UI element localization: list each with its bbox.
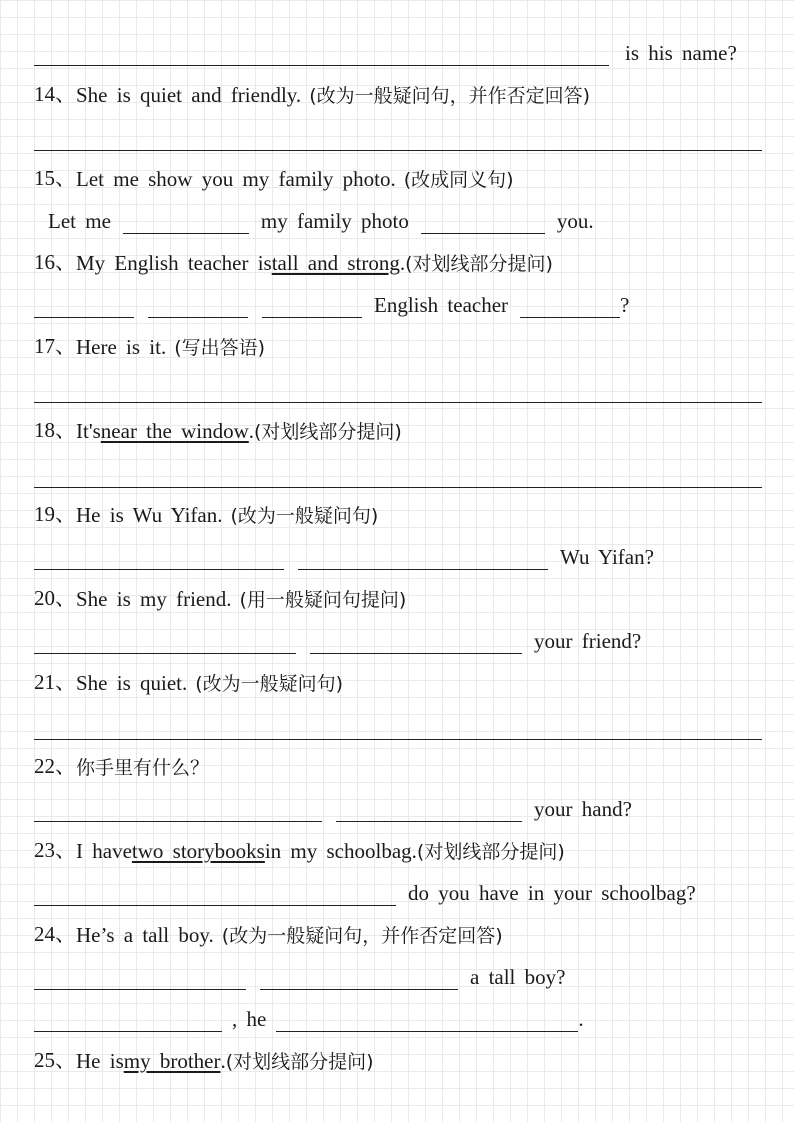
q17-answer-line[interactable] [34, 402, 762, 403]
q22-tail: your hand? [534, 797, 632, 821]
q15-part2: my family photo [260, 209, 409, 233]
q18-text-pre: It's [76, 419, 101, 443]
q21-number: 21、 [34, 670, 76, 694]
answer-blank[interactable] [34, 293, 134, 318]
question-24 [34, 914, 762, 948]
q23-underlined: two storybooks [131, 839, 265, 863]
answer-blank[interactable] [34, 1007, 222, 1032]
answer-blank[interactable] [34, 797, 322, 822]
q15-answer-row [34, 200, 762, 234]
question-22 [34, 746, 762, 780]
q18-underlined: near the window [100, 419, 249, 443]
q16-mid: English teacher [374, 293, 509, 317]
q20-answer-row [34, 620, 762, 654]
answer-blank[interactable] [421, 209, 545, 234]
q17-text: Here is it. [76, 335, 167, 359]
answer-blank[interactable] [34, 965, 246, 990]
q21-answer-line[interactable] [34, 739, 762, 740]
answer-blank[interactable] [148, 293, 248, 318]
q22-number: 22、 [34, 754, 76, 778]
q14-number: 14、 [34, 82, 76, 106]
q21-text: She is quiet. [76, 671, 188, 695]
q20-tail: your friend? [534, 629, 642, 653]
answer-blank[interactable] [260, 965, 458, 990]
q22-answer-row [34, 788, 762, 822]
q15-part3: you. [556, 209, 594, 233]
question-16 [34, 242, 762, 276]
q18-instruction: (对划线部分提问) [254, 421, 402, 443]
q21-instruction: (改为一般疑问句) [195, 673, 344, 695]
question-15 [34, 158, 762, 192]
q24-tail: a tall boy? [470, 965, 566, 989]
q24-end: . [578, 1007, 584, 1031]
q23-tail: do you have in your schoolbag? [408, 881, 696, 905]
question-14 [34, 74, 762, 108]
question-21 [34, 662, 762, 696]
q16-instruction: (对划线部分提问) [405, 253, 553, 275]
q24-instruction: (改为一般疑问句，并作否定回答) [221, 925, 503, 947]
q16-text-post: . [399, 251, 406, 275]
answer-blank[interactable] [34, 545, 284, 570]
q24-number: 24、 [34, 922, 76, 946]
answer-blank[interactable] [520, 293, 620, 318]
answer-blank[interactable] [298, 545, 548, 570]
q19-text: He is Wu Yifan. [76, 503, 223, 527]
q15-number: 15、 [34, 166, 76, 190]
question-18 [34, 410, 762, 444]
q15-part1: Let me [48, 209, 111, 233]
q25-text-pre: He is [76, 1049, 124, 1073]
q22-text: 你手里有什么？ [76, 757, 210, 779]
q25-text-post: . [220, 1049, 226, 1073]
q19-answer-row [34, 536, 762, 570]
q16-end: ? [620, 293, 630, 317]
q14-text: She is quiet and friendly. [76, 83, 302, 107]
q24-answer-row-1 [34, 956, 762, 990]
answer-blank[interactable] [262, 293, 362, 318]
answer-blank[interactable] [34, 41, 609, 66]
q23-number: 23、 [34, 838, 76, 862]
q23-answer-row [34, 872, 762, 906]
q25-underlined: my brother [123, 1049, 221, 1073]
answer-blank[interactable] [336, 797, 522, 822]
question-19 [34, 494, 762, 528]
answer-blank[interactable] [123, 209, 249, 234]
q16-answer-row [34, 284, 762, 318]
answer-blank[interactable] [34, 629, 296, 654]
q20-text: She is my friend. [76, 587, 232, 611]
q18-text-post: . [248, 419, 255, 443]
q24-text: He’s a tall boy. [76, 923, 214, 947]
answer-blank[interactable] [34, 881, 396, 906]
q23-text-pre: I have [76, 839, 132, 863]
question-17 [34, 326, 762, 360]
answer-blank[interactable] [310, 629, 522, 654]
q18-number: 18、 [34, 418, 76, 442]
question-25 [34, 1040, 762, 1074]
q15-instruction: (改成同义句) [403, 169, 514, 191]
q23-text-post: in my schoolbag. [264, 839, 417, 863]
q18-answer-line[interactable] [34, 487, 762, 488]
q19-number: 19、 [34, 502, 76, 526]
q24-mid: , he [232, 1007, 267, 1031]
q13-tail: is his name? [625, 41, 737, 65]
q14-instruction: (改为一般疑问句，并作否定回答) [309, 85, 591, 107]
q19-tail: Wu Yifan? [560, 545, 654, 569]
q20-number: 20、 [34, 586, 76, 610]
q13-answer-row [34, 32, 762, 66]
q17-number: 17、 [34, 334, 76, 358]
q23-instruction: (对划线部分提问) [416, 841, 565, 863]
q25-number: 25、 [34, 1048, 76, 1072]
question-23 [34, 830, 762, 864]
question-20 [34, 578, 762, 612]
answer-blank[interactable] [276, 1007, 578, 1032]
q14-answer-line[interactable] [34, 150, 762, 151]
q16-underlined: tall and strong [271, 251, 400, 275]
q20-instruction: (用一般疑问句提问) [239, 589, 407, 611]
q15-text: Let me show you my family photo. [76, 167, 396, 191]
q24-answer-row-2 [34, 998, 762, 1032]
q19-instruction: (改为一般疑问句) [230, 505, 379, 527]
q16-text-pre: My English teacher is [76, 251, 272, 275]
q16-number: 16、 [34, 250, 76, 274]
q25-instruction: (对划线部分提问) [225, 1051, 374, 1073]
q17-instruction: (写出答语) [174, 337, 266, 359]
